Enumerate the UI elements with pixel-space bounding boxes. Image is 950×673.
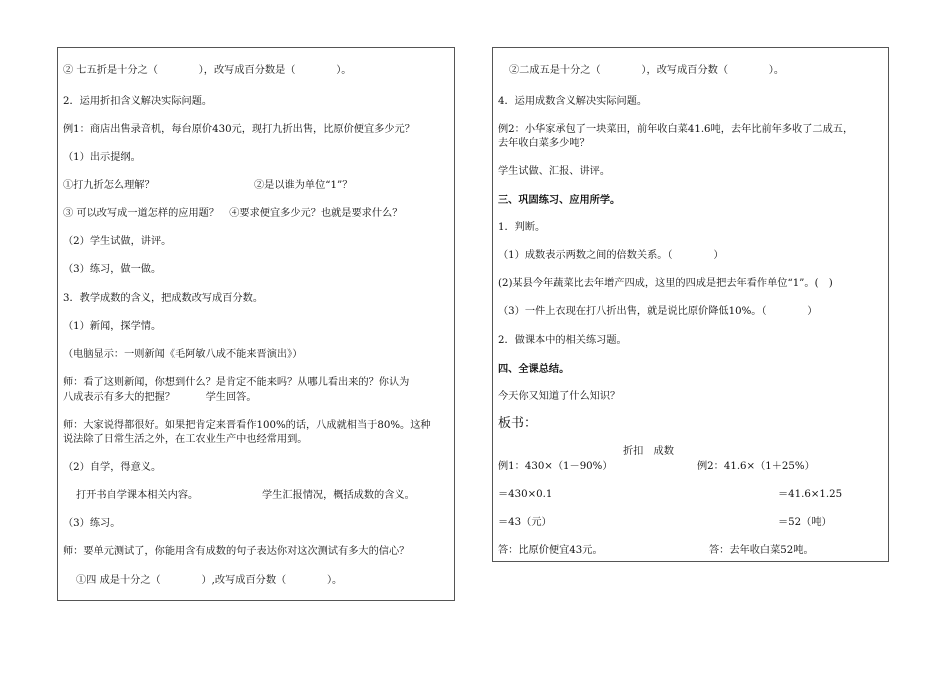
board-ex1-line: ＝43（元） [498, 517, 552, 528]
board-heading: 折扣 成数 [623, 446, 674, 457]
text-line: 去年收白菜多少吨？ [498, 138, 590, 149]
text-line: 说法除了日常生活之外，在工农业生产中也经常用到。 [63, 434, 308, 445]
text-line: 师：要单元测试了，你能用含有成数的句子表达你对这次测试有多大的信心？ [63, 546, 410, 557]
text-line: 2．做课本中的相关练习题。 [498, 335, 627, 346]
section-heading: 四、全课总结。 [498, 363, 570, 375]
text-line: ③ 可以改写成一道怎样的应用题？ ④要求便宜多少元？也就是要求什么？ [63, 208, 403, 219]
text-line: 学生试做、汇报、讲评。 [498, 166, 611, 177]
text-line: 师：大家说得都很好。如果把肯定来晋看作100%的话，八成就相当于80%。这种 [63, 420, 431, 431]
text-line: 师：看了这则新闻，你想到什么？是肯定不能来吗？从哪儿看出来的？你认为 [63, 377, 410, 388]
text-line: 4．运用成数含义解决实际问题。 [498, 96, 648, 107]
board-ex1-line: 答：比原价便宜43元。 [498, 545, 603, 556]
right-lesson-panel [492, 47, 889, 562]
text-line: （电脑显示：一则新闻《毛阿敏八成不能来晋演出》） [63, 349, 303, 360]
text-line: （1）出示提纲。 [63, 152, 141, 163]
text-line: 3．教学成数的含义，把成数改写成百分数。 [63, 293, 264, 304]
board-label: 板书： [498, 416, 538, 431]
text-line: 例2：小华家承包了一块菜田，前年收白菜41.6吨，去年比前年多收了二成五， [498, 124, 854, 135]
text-line: （2）自学，得意义。 [63, 462, 162, 473]
text-line: ②二成五是十分之（ ），改写成百分数（ ）。 [509, 65, 785, 76]
text-line: 学生汇报情况，概括成数的含义。 [262, 490, 415, 501]
text-line: 今天你又知道了什么知识？ [498, 391, 621, 402]
board-ex2-line: ＝52（吨） [778, 517, 832, 528]
text-line: ①打九折怎么理解？ [63, 180, 155, 191]
text-line: （3）练习，做一做。 [63, 264, 162, 275]
board-ex1-line: ＝430×0.1 [498, 489, 553, 500]
text-line: 例1：商店出售录音机，每台原价430元，现打九折出售，比原价便宜多少元？ [63, 124, 415, 135]
text-line: 2．运用折扣含义解决实际问题。 [63, 96, 213, 107]
text-line: （1）新闻，探学情。 [63, 321, 162, 332]
text-line: 八成表示有多大的把握？ 学生回答。 [63, 392, 257, 403]
text-line: （3）练习。 [63, 518, 121, 529]
text-line: 打开书自学课本相关内容。 [76, 490, 199, 501]
text-line: （3）一件上衣现在打八折出售，就是说比原价降低10%。（ ） [498, 306, 818, 317]
board-ex1-line: 例1：430×（1－90%） [498, 461, 613, 472]
text-line: ②是以谁为单位“1”？ [254, 180, 353, 191]
text-line: （1）成数表示两数之间的倍数关系。（ ） [498, 250, 724, 261]
left-lesson-panel [57, 47, 455, 601]
text-line: （2）学生试做，讲评。 [63, 236, 172, 247]
text-line: 1．判断。 [498, 222, 546, 233]
text-line: (2)某县今年蔬菜比去年增产四成，这里的四成是把去年看作单位“1”。( ) [498, 278, 833, 289]
section-heading: 三、巩固练习、应用所学。 [498, 194, 621, 206]
text-line: ② 七五折是十分之（ ），改写成百分数是（ ）。 [63, 65, 352, 76]
board-ex2-line: 例2：41.6×（1＋25%） [697, 461, 815, 472]
board-ex2-line: ＝41.6×1.25 [778, 489, 843, 500]
board-ex2-line: 答：去年收白菜52吨。 [709, 545, 814, 556]
text-line: ①四 成是十分之（ ）,改写成百分数（ ）。 [76, 575, 343, 586]
